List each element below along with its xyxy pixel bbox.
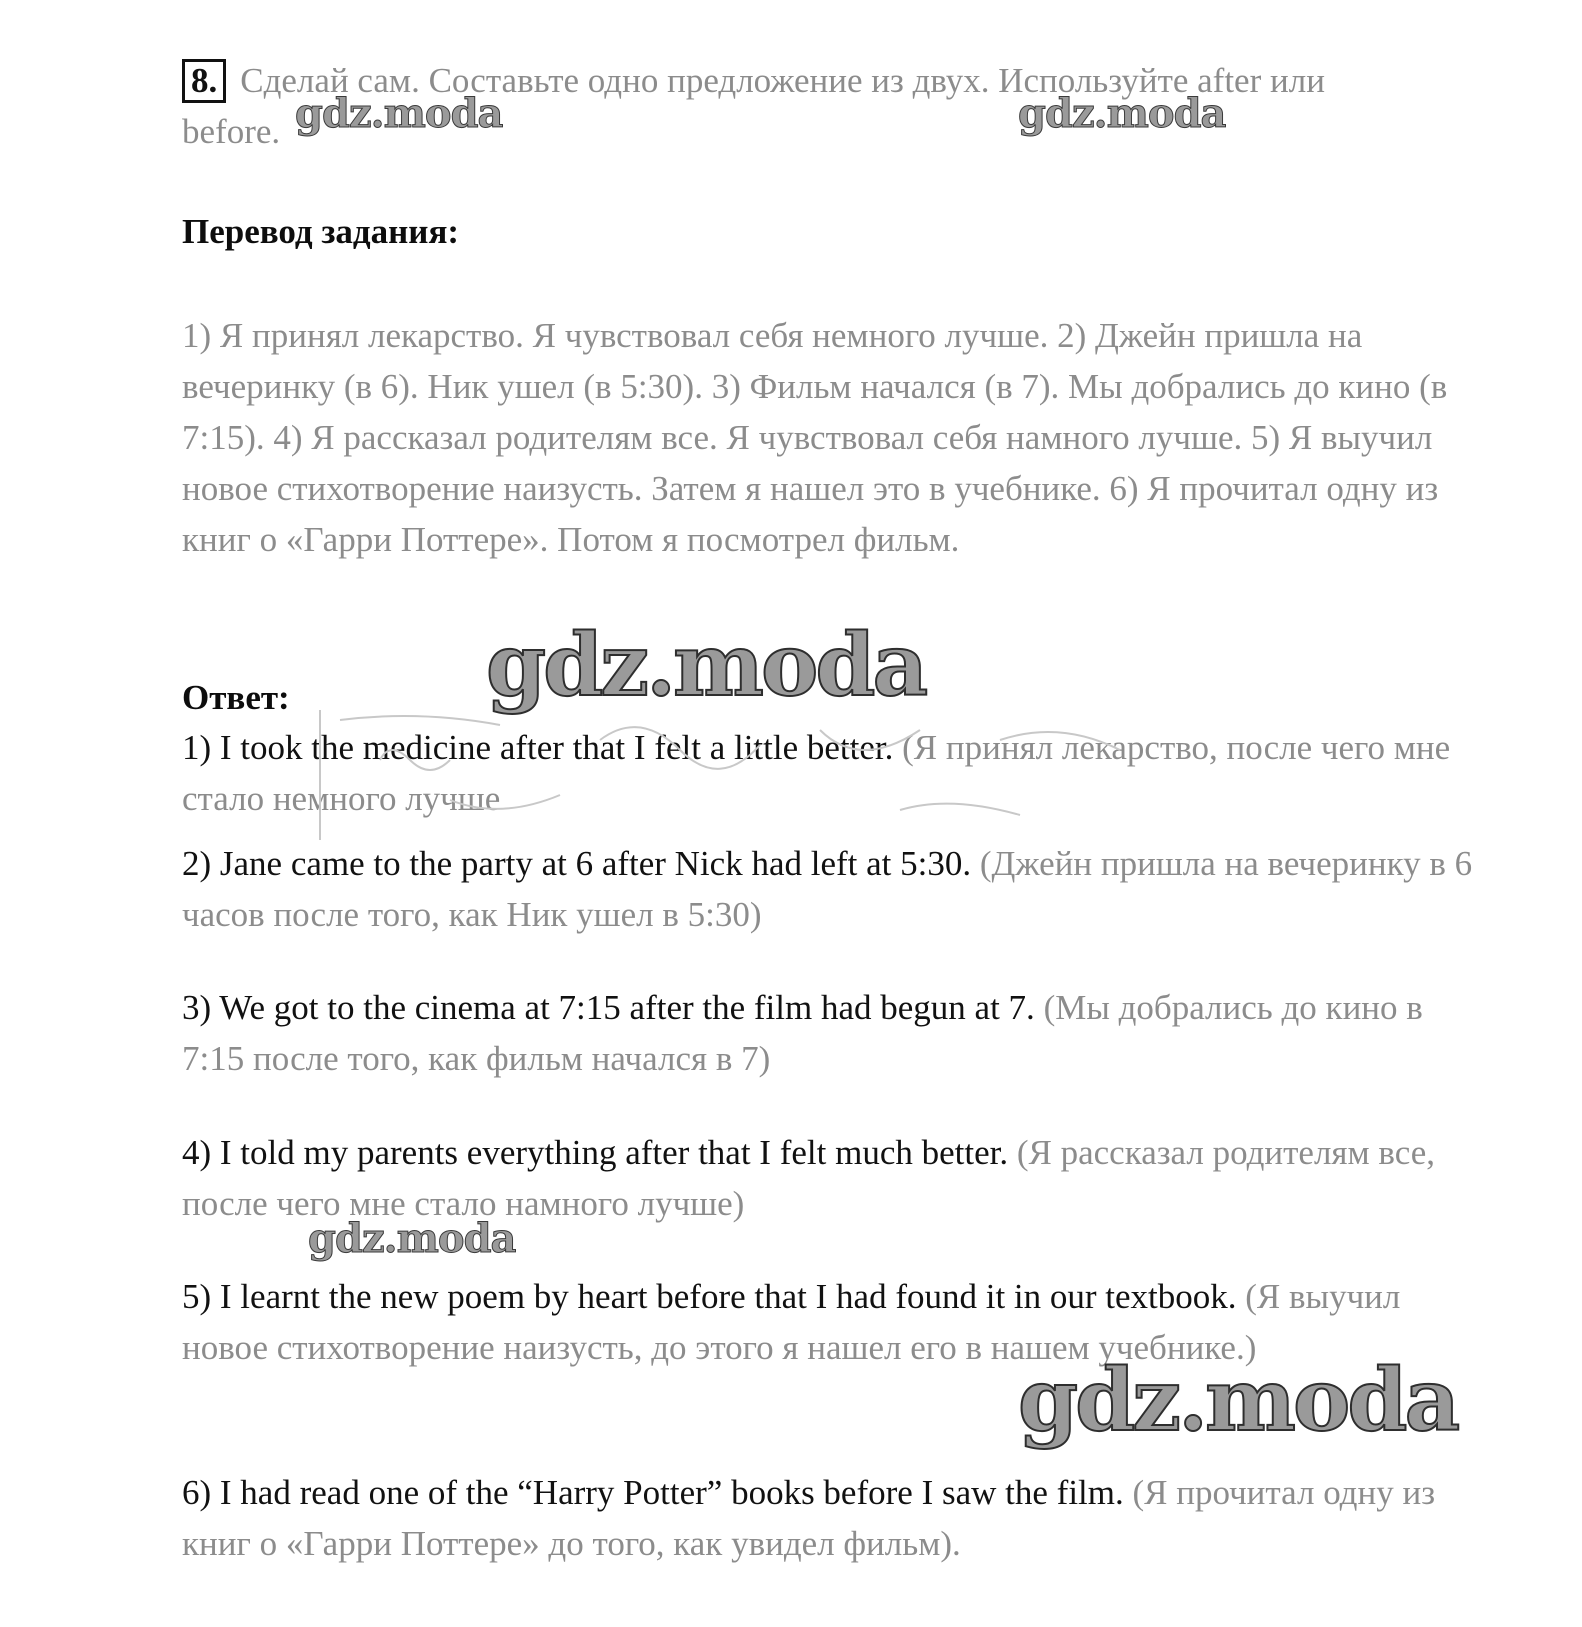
answer-5-russian: (Я выучил новое стихотворение наизусть, до этого я нашел его в нашем учебнике.) xyxy=(182,1277,1401,1367)
answer-item-2 xyxy=(182,838,1482,940)
task-text-line2: before. xyxy=(182,112,281,151)
translation-heading: Перевод задания: xyxy=(182,212,460,251)
task-text-line1: Сделай сам. Составьте одно предложение из двух. Используйте after или xyxy=(240,61,1325,100)
translation-text: 1) Я принял лекарство. Я чувствовал себя немного лучше. 2) Джейн пришла на вечеринку (в 6). Ник ушел (в 5:30). 3) Фильм начался (в 7). Мы добрались до кино (в 7:15). 4) Я рассказал родителям все. Я чувствовал себя намного лучше. 5) Я выучил новое стихотворение наизусть. Затем я нашел это в учебнике. 6) Я прочитал одну из книг о «Гарри Поттере». Потом я посмотрел фильм. xyxy=(182,316,1448,559)
watermark-logo: gdz.moda xyxy=(295,90,503,137)
answer-3-russian: (Мы добрались до кино в 7:15 после того, как фильм начался в 7) xyxy=(182,988,1423,1078)
answer-2-russian: (Джейн пришла на вечеринку в 6 часов после того, как Ник ушел в 5:30) xyxy=(182,844,1473,934)
answer-item-6 xyxy=(182,1467,1482,1569)
watermark-logo: gdz.moda xyxy=(308,1215,516,1262)
answer-4-english: 4) I told my parents everything after that I felt much better. xyxy=(182,1133,1009,1172)
watermark-logo: gdz.moda xyxy=(1018,1350,1458,1451)
answer-2-english: 2) Jane came to the party at 6 after Nick had left at 5:30. xyxy=(182,844,972,883)
answer-item-1 xyxy=(182,722,1482,824)
answer-item-5 xyxy=(182,1271,1482,1373)
answer-item-3 xyxy=(182,982,1482,1084)
answer-4-russian: (Я рассказал родителям все, после чего мне стало намного лучше) xyxy=(182,1133,1435,1223)
answer-heading: Ответ: xyxy=(182,678,290,717)
answer-3-english: 3) We got to the cinema at 7:15 after the film had begun at 7. xyxy=(182,988,1035,1027)
watermark-logo: gdz.moda xyxy=(1018,90,1226,137)
task-number: 8. xyxy=(182,59,226,103)
answer-1-english: 1) I took the medicine after that I felt a little better. xyxy=(182,728,894,767)
answer-5-english: 5) I learnt the new poem by heart before that I had found it in our textbook. xyxy=(182,1277,1237,1316)
answer-1-russian: (Я принял лекарство, после чего мне стало немного лучше xyxy=(182,728,1451,818)
watermark-logo: gdz.moda xyxy=(486,615,926,716)
answer-6-english: 6) I had read one of the “Harry Potter” books before I saw the film. xyxy=(182,1473,1124,1512)
task-statement xyxy=(182,55,1482,157)
answer-item-4 xyxy=(182,1127,1482,1229)
answer-6-russian: (Я прочитал одну из книг о «Гарри Поттере» до того, как увидел фильм). xyxy=(182,1473,1436,1563)
